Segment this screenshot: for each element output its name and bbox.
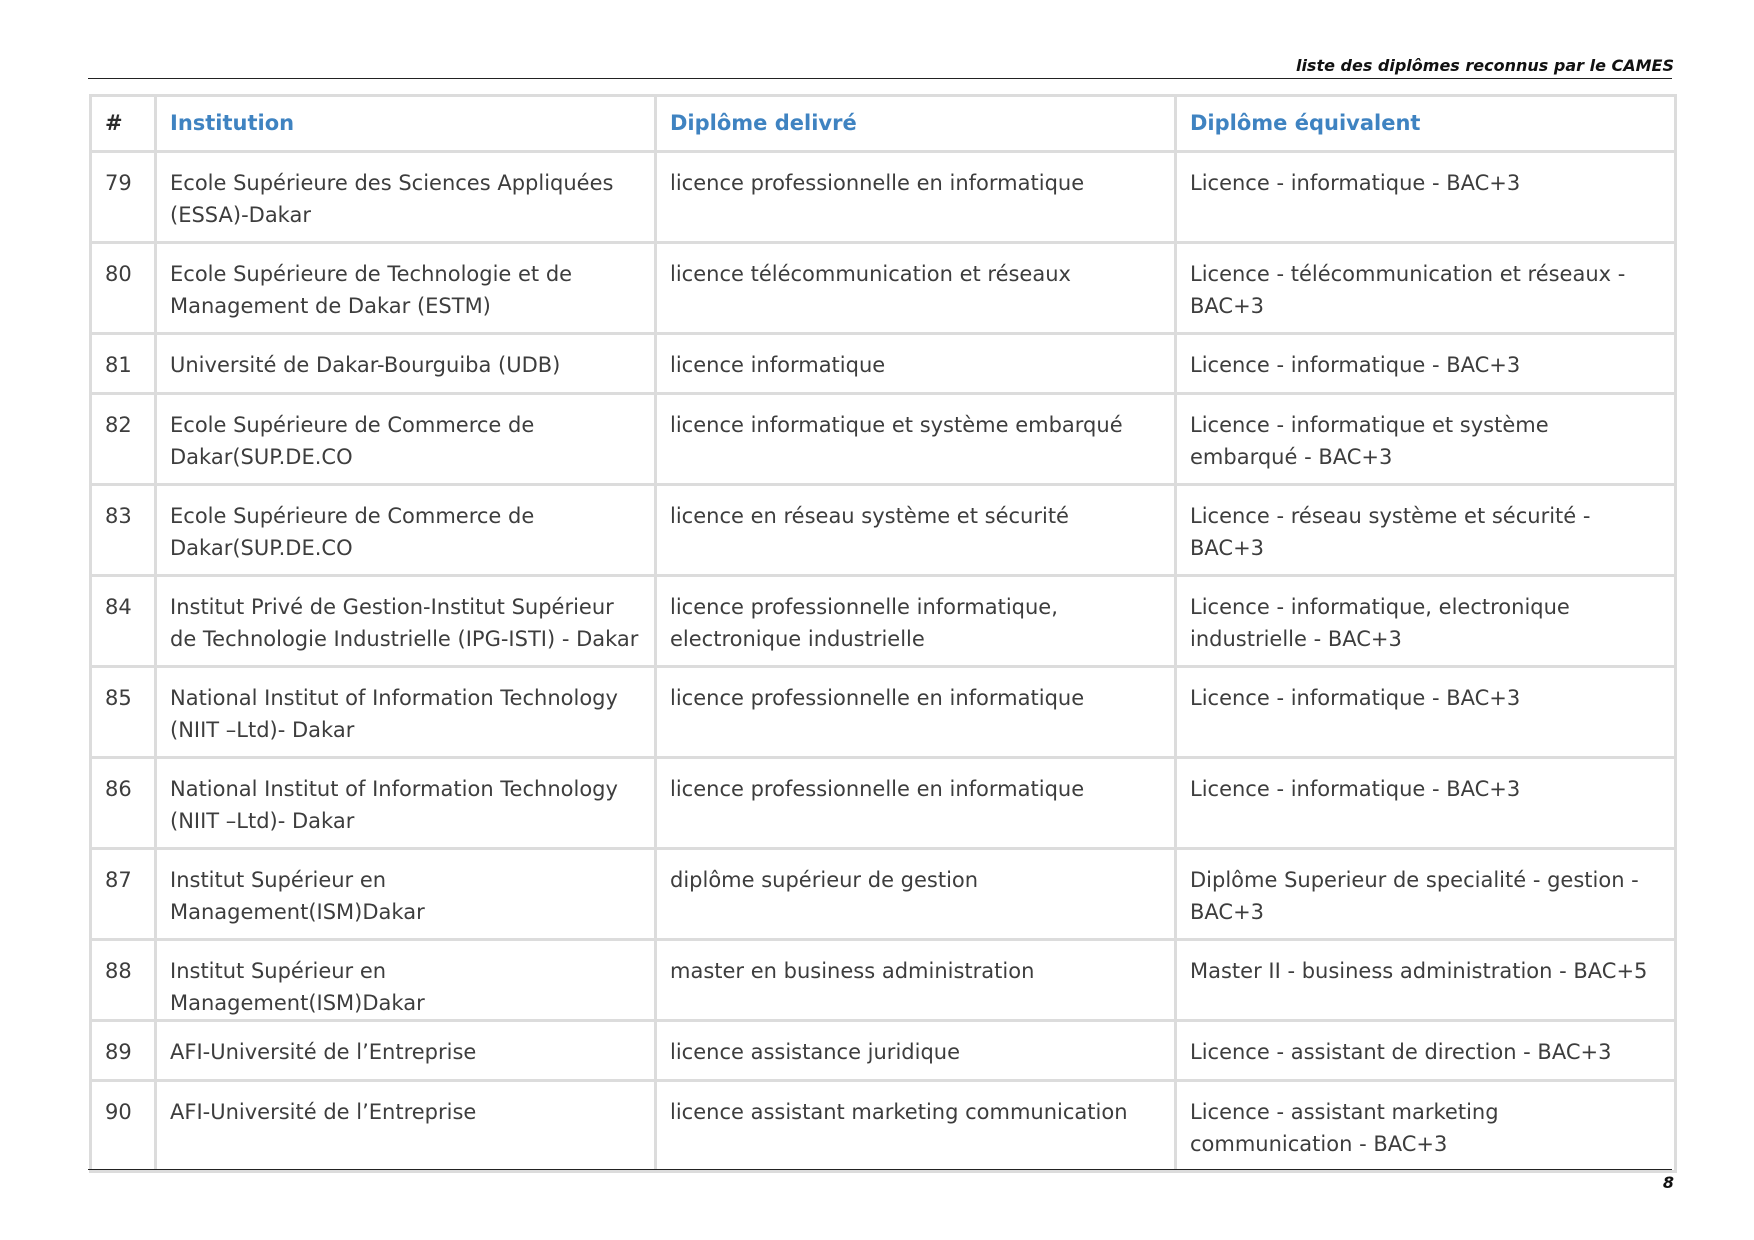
page-number: 8 bbox=[1662, 1173, 1674, 1192]
row-diplome-delivre: licence professionnelle en informatique bbox=[656, 667, 1176, 758]
row-number: 85 bbox=[91, 667, 156, 758]
row-institution: AFI-Université de l’Entreprise bbox=[156, 1081, 656, 1172]
row-number: 88 bbox=[91, 940, 156, 1021]
row-diplome-equivalent: Diplôme Superieur de specialité - gestion - BAC+3 bbox=[1176, 849, 1676, 940]
row-institution: AFI-Université de l’Entreprise bbox=[156, 1021, 656, 1081]
column-header-number: # bbox=[91, 96, 156, 152]
row-diplome-equivalent: Licence - informatique - BAC+3 bbox=[1176, 667, 1676, 758]
row-diplome-equivalent: Licence - informatique - BAC+3 bbox=[1176, 758, 1676, 849]
row-number: 82 bbox=[91, 394, 156, 485]
table-header-row bbox=[91, 96, 1676, 152]
footer-divider bbox=[88, 1169, 1672, 1170]
row-diplome-equivalent: Licence - informatique - BAC+3 bbox=[1176, 334, 1676, 394]
column-header-diplome-equivalent: Diplôme équivalent bbox=[1176, 96, 1676, 152]
row-diplome-delivre: master en business administration bbox=[656, 940, 1176, 1021]
row-institution: Ecole Supérieure de Technologie et de Management de Dakar (ESTM) bbox=[156, 243, 656, 334]
row-diplome-equivalent: Licence - télécommunication et réseaux - BAC+3 bbox=[1176, 243, 1676, 334]
row-number: 87 bbox=[91, 849, 156, 940]
column-header-diplome-delivre: Diplôme delivré bbox=[656, 96, 1176, 152]
row-diplome-delivre: licence assistance juridique bbox=[656, 1021, 1176, 1081]
row-diplome-delivre: licence informatique et système embarqué bbox=[656, 394, 1176, 485]
row-number: 84 bbox=[91, 576, 156, 667]
row-diplome-delivre: licence professionnelle en informatique bbox=[656, 152, 1176, 243]
row-institution: National Institut of Information Technology (NIIT –Ltd)- Dakar bbox=[156, 758, 656, 849]
table-row bbox=[91, 1021, 1676, 1081]
row-number: 83 bbox=[91, 485, 156, 576]
row-diplome-equivalent: Licence - informatique et système embarqué - BAC+3 bbox=[1176, 394, 1676, 485]
table-row bbox=[91, 152, 1676, 243]
row-number: 81 bbox=[91, 334, 156, 394]
document-header-title: liste des diplômes reconnus par le CAMES bbox=[1295, 56, 1674, 75]
row-diplome-delivre: licence télécommunication et réseaux bbox=[656, 243, 1176, 334]
table-row bbox=[91, 576, 1676, 667]
row-institution: Institut Supérieur en Management(ISM)Dakar bbox=[156, 940, 656, 1021]
row-number: 90 bbox=[91, 1081, 156, 1172]
row-diplome-equivalent: Licence - informatique - BAC+3 bbox=[1176, 152, 1676, 243]
table-row bbox=[91, 243, 1676, 334]
column-header-institution: Institution bbox=[156, 96, 656, 152]
table-row bbox=[91, 849, 1676, 940]
row-diplome-delivre: licence professionnelle en informatique bbox=[656, 758, 1176, 849]
row-number: 79 bbox=[91, 152, 156, 243]
table-row bbox=[91, 667, 1676, 758]
row-diplome-equivalent: Licence - assistant de direction - BAC+3 bbox=[1176, 1021, 1676, 1081]
diplomas-table bbox=[89, 94, 1677, 1173]
row-institution: Institut Supérieur en Management(ISM)Dakar bbox=[156, 849, 656, 940]
row-diplome-delivre: licence informatique bbox=[656, 334, 1176, 394]
row-number: 89 bbox=[91, 1021, 156, 1081]
row-diplome-delivre: licence en réseau système et sécurité bbox=[656, 485, 1176, 576]
row-institution: Université de Dakar-Bourguiba (UDB) bbox=[156, 334, 656, 394]
table-row bbox=[91, 758, 1676, 849]
row-diplome-equivalent: Master II - business administration - BAC+5 bbox=[1176, 940, 1676, 1021]
row-diplome-equivalent: Licence - assistant marketing communication - BAC+3 bbox=[1176, 1081, 1676, 1172]
row-number: 86 bbox=[91, 758, 156, 849]
row-number: 80 bbox=[91, 243, 156, 334]
row-institution: Ecole Supérieure de Commerce de Dakar(SUP.DE.CO bbox=[156, 394, 656, 485]
row-diplome-equivalent: Licence - réseau système et sécurité - BAC+3 bbox=[1176, 485, 1676, 576]
table-row bbox=[91, 485, 1676, 576]
table-row bbox=[91, 394, 1676, 485]
row-institution: Ecole Supérieure de Commerce de Dakar(SUP.DE.CO bbox=[156, 485, 656, 576]
table-row bbox=[91, 940, 1676, 1021]
table-row bbox=[91, 1081, 1676, 1172]
row-diplome-delivre: licence assistant marketing communication bbox=[656, 1081, 1176, 1172]
row-diplome-delivre: licence professionnelle informatique, electronique industrielle bbox=[656, 576, 1176, 667]
row-institution: Institut Privé de Gestion-Institut Supérieur de Technologie Industrielle (IPG-ISTI) - Dakar bbox=[156, 576, 656, 667]
row-diplome-equivalent: Licence - informatique, electronique industrielle - BAC+3 bbox=[1176, 576, 1676, 667]
row-institution: National Institut of Information Technology (NIIT –Ltd)- Dakar bbox=[156, 667, 656, 758]
header-divider bbox=[88, 78, 1672, 79]
table-row bbox=[91, 334, 1676, 394]
row-institution: Ecole Supérieure des Sciences Appliquées (ESSA)-Dakar bbox=[156, 152, 656, 243]
row-diplome-delivre: diplôme supérieur de gestion bbox=[656, 849, 1176, 940]
